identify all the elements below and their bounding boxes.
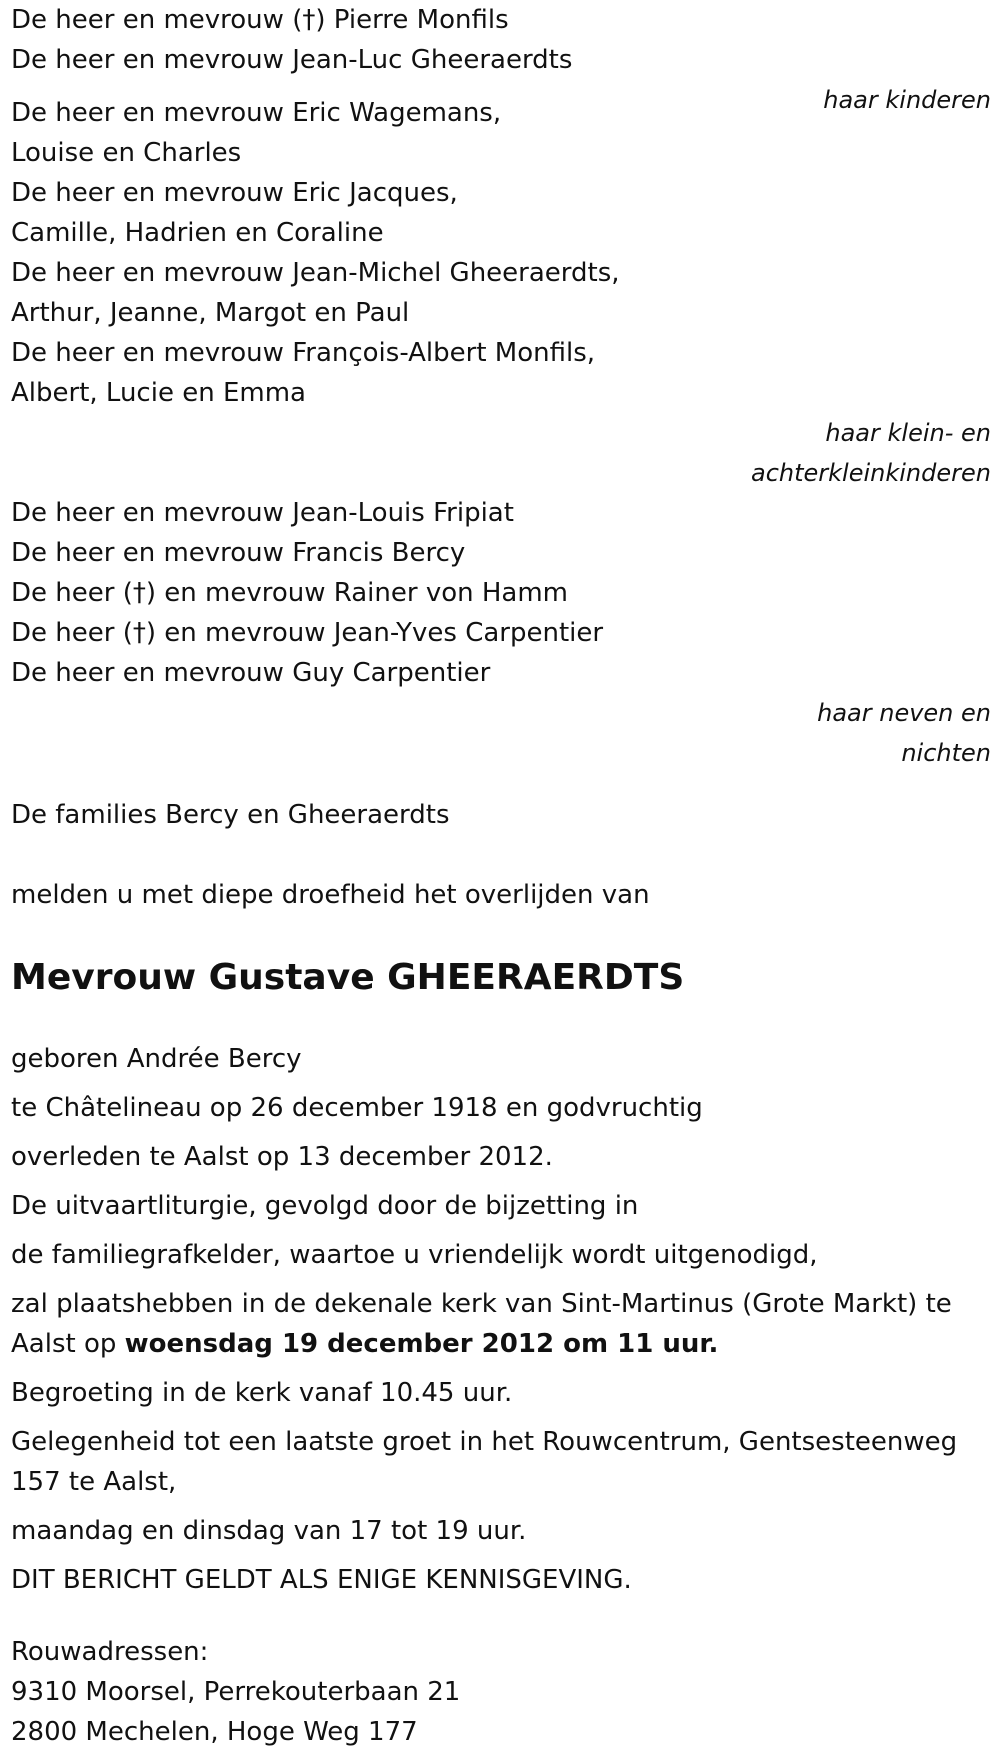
relation-label-children: haar kinderen [823, 86, 991, 114]
relation-label-grandchildren-cont: achterkleinkinderen [751, 459, 991, 487]
relative-line: De heer (†) en mevrouw Rainer von Hamm [11, 578, 568, 608]
relative-line: De heer en mevrouw Guy Carpentier [11, 658, 491, 688]
liturgy-line-1: De uitvaartliturgie, gevolgd door de bijzetting in [11, 1191, 639, 1221]
deceased-name: Mevrouw Gustave GHEERAERDTS [11, 957, 685, 998]
families-line: De families Bercy en Gheeraerdts [11, 800, 450, 830]
death-line: overleden te Aalst op 13 december 2012. [11, 1142, 553, 1172]
notice-line: DIT BERICHT GELDT ALS ENIGE KENNISGEVING. [11, 1565, 632, 1595]
announcement-line: melden u met diepe droefheid het overlijden van [11, 880, 650, 910]
greeting-line: Begroeting in de kerk vanaf 10.45 uur. [11, 1378, 513, 1408]
relative-line: De heer (†) en mevrouw Jean-Yves Carpentier [11, 618, 604, 648]
liturgy-line-2: de familiegrafkelder, waartoe u vriendelijk wordt uitgenodigd, [11, 1240, 818, 1270]
relation-label-nephews: haar neven en [817, 699, 991, 727]
birth-line: te Châtelineau op 26 december 1918 en godvruchtig [11, 1093, 703, 1123]
grandchildren-section [11, 93, 991, 493]
funeral-date: woensdag 19 december 2012 om 11 uur. [124, 1329, 719, 1359]
farewell-times: maandag en dinsdag van 17 tot 19 uur. [11, 1516, 527, 1546]
relative-line: De heer en mevrouw Jean-Louis Fripiat [11, 498, 514, 528]
address-line: 9310 Moorsel, Perrekouterbaan 21 [11, 1677, 461, 1707]
address-line: 2800 Mechelen, Hoge Weg 177 [11, 1717, 418, 1747]
relative-line: Louise en Charles [11, 138, 242, 168]
relative-line: De heer en mevrouw Eric Wagemans, [11, 98, 502, 128]
relative-line: De heer en mevrouw Francis Bercy [11, 538, 466, 568]
relation-label-grandchildren: haar klein- en [825, 419, 991, 447]
relative-line: De heer en mevrouw François-Albert Monfils, [11, 338, 596, 368]
details-section [11, 1039, 991, 1600]
obituary-document [11, 0, 991, 1752]
nephews-section [11, 493, 991, 773]
relative-line: De heer en mevrouw Jean-Michel Gheeraerdts, [11, 258, 620, 288]
relative-line: Arthur, Jeanne, Margot en Paul [11, 298, 410, 328]
relative-line: Albert, Lucie en Emma [11, 378, 306, 408]
relative-line: De heer en mevrouw Jean-Luc Gheeraerdts [11, 45, 573, 75]
addresses-heading: Rouwadressen: [11, 1637, 209, 1667]
relative-line: De heer en mevrouw (†) Pierre Monfils [11, 5, 509, 35]
born-name: geboren Andrée Bercy [11, 1044, 302, 1074]
place-text: zal plaatshebben in de dekenale kerk van Sint-Martinus (Grote Markt) te Aalst op [11, 1289, 952, 1359]
place-paragraph [11, 1284, 991, 1364]
addresses-section [11, 1632, 991, 1752]
relative-line: Camille, Hadrien en Coraline [11, 218, 384, 248]
relation-label-nephews-cont: nichten [901, 739, 991, 767]
relative-line: De heer en mevrouw Eric Jacques, [11, 178, 458, 208]
farewell-paragraph: Gelegenheid tot een laatste groet in het Rouwcentrum, Gentsesteenweg 157 te Aalst, [11, 1427, 958, 1497]
